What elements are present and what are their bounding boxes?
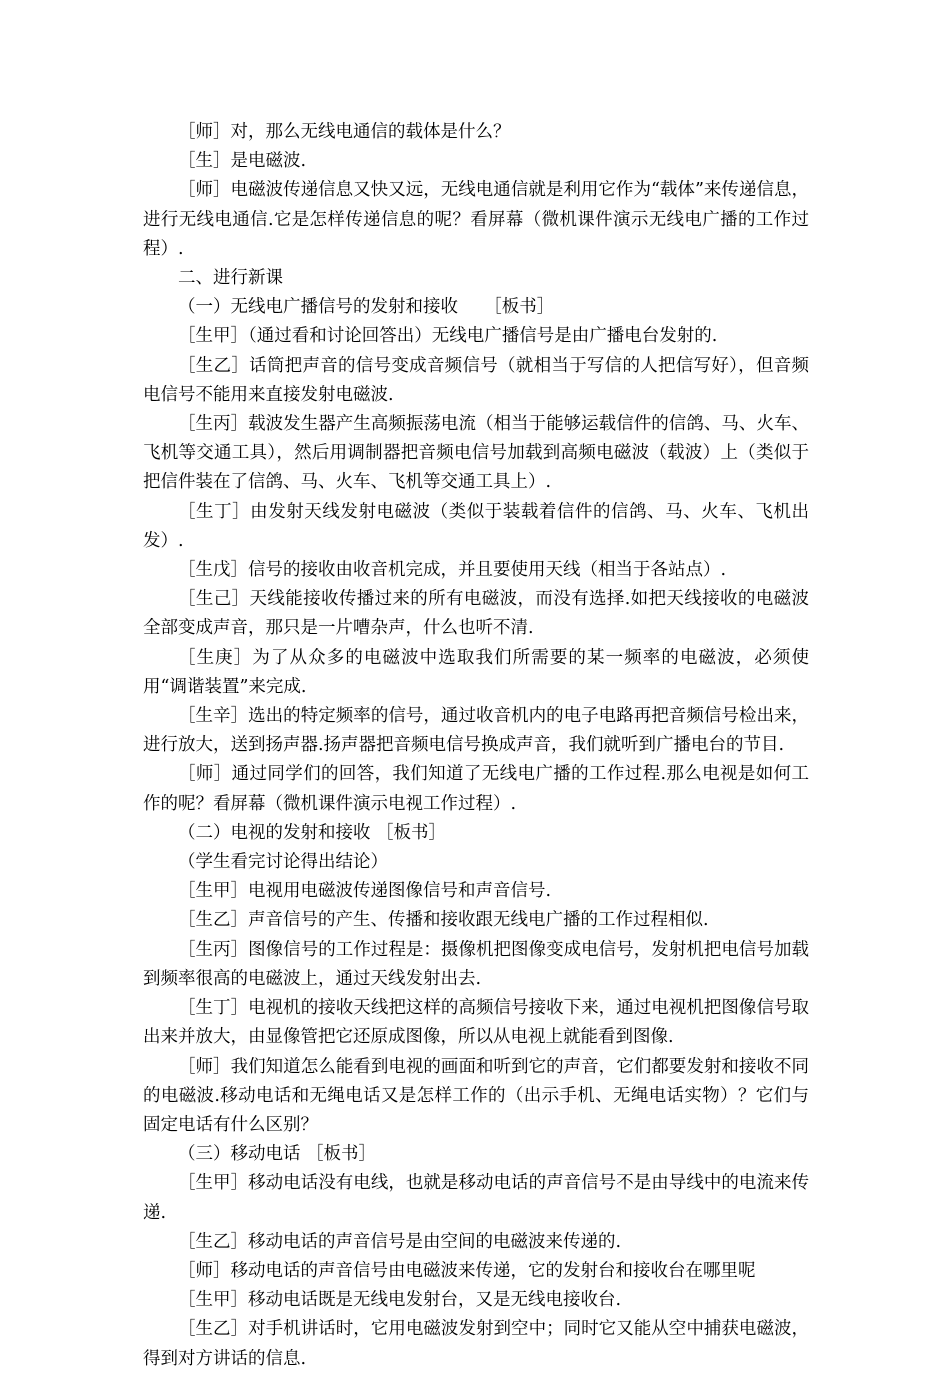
paragraph: ［师］通过同学们的回答，我们知道了无线电广播的工作过程.那么电视是如何工作的呢？看屏幕（微机课件演示电视工作过程）. <box>143 764 809 814</box>
paragraph: ［生］是电磁波. <box>178 151 307 172</box>
paragraph: ［生己］天线能接收传播过来的所有电磁波，而没有选择.如把天线接收的电磁波全部变成声音，那只是一片嘈杂声，什么也听不清. <box>143 589 809 639</box>
document-body <box>143 118 809 1374</box>
paragraph: ［生丙］载波发生器产生高频振荡电流（相当于能够运载信件的信鸽、马、火车、飞机等交通工具），然后用调制器把音频电信号加载到高频电磁波（载波）上（类似于把信件装在了信鸽、马、火车、飞机等交通工具上）. <box>143 414 809 493</box>
subsection-heading: （三）移动电话 ［板书］ <box>178 1144 377 1165</box>
section-heading: 二、进行新课 <box>178 268 283 289</box>
paragraph: ［生丙］图像信号的工作过程是：摄像机把图像变成电信号，发射机把电信号加载到频率很高的电磁波上，通过天线发射出去. <box>143 939 809 989</box>
paragraph: ［生庚］为了从众多的电磁波中选取我们所需要的某一频率的电磁波，必须使用“调谐装置”来完成. <box>143 647 809 697</box>
paragraph: ［师］电磁波传递信息又快又远，无线电通信就是利用它作为“载体”来传递信息，进行无线电通信.它是怎样传递信息的呢？看屏幕（微机课件演示无线电广播的工作过程）. <box>143 180 809 259</box>
paragraph: ［生甲］移动电话既是无线电发射台，又是无线电接收台. <box>178 1290 622 1311</box>
paragraph: （学生看完讨论得出结论） <box>178 852 388 873</box>
paragraph: ［生甲］移动电话没有电线，也就是移动电话的声音信号不是由导线中的电流来传递. <box>143 1173 809 1223</box>
paragraph: ［生乙］移动电话的声音信号是由空间的电磁波来传递的. <box>178 1231 622 1252</box>
paragraph: ［生乙］话筒把声音的信号变成音频信号（就相当于写信的人把信写好），但音频电信号不能用来直接发射电磁波. <box>143 355 809 405</box>
paragraph: ［生戊］信号的接收由收音机完成，并且要使用天线（相当于各站点）. <box>178 560 727 581</box>
paragraph: ［师］我们知道怎么能看到电视的画面和听到它的声音，它们都要发射和接收不同的电磁波.移动电话和无绳电话又是怎样工作的（出示手机、无绳电话实物）？它们与固定电话有什么区别？ <box>143 1056 809 1135</box>
paragraph: ［生甲］电视用电磁波传递图像信号和声音信号. <box>178 881 552 902</box>
paragraph: ［生乙］对手机讲话时，它用电磁波发射到空中；同时它又能从空中捕获电磁波，得到对方讲话的信息. <box>143 1319 809 1369</box>
paragraph: ［生乙］声音信号的产生、传播和接收跟无线电广播的工作过程相似. <box>178 910 709 931</box>
subsection-heading: （一）无线电广播信号的发射和接收 ［板书］ <box>178 297 555 318</box>
paragraph: ［师］对，那么无线电通信的载体是什么？ <box>178 122 511 142</box>
paragraph: ［师］移动电话的声音信号由电磁波来传递，它的发射台和接收台在哪里呢 <box>178 1260 756 1281</box>
paragraph: ［生甲］（通过看和讨论回答出）无线电广播信号是由广播电台发射的. <box>178 326 718 347</box>
paragraph: ［生丁］电视机的接收天线把这样的高频信号接收下来，通过电视机把图像信号取出来并放大，由显像管把它还原成图像，所以从电视上就能看到图像. <box>143 998 809 1048</box>
paragraph: ［生辛］选出的特定频率的信号，通过收音机内的电子电路再把音频信号检出来，进行放大，送到扬声器.扬声器把音频电信号换成声音，我们就听到广播电台的节目. <box>143 706 809 756</box>
subsection-heading: （二）电视的发射和接收 ［板书］ <box>178 822 447 843</box>
paragraph: ［生丁］由发射天线发射电磁波（类似于装载着信件的信鸽、马、火车、飞机出发）. <box>143 501 809 551</box>
